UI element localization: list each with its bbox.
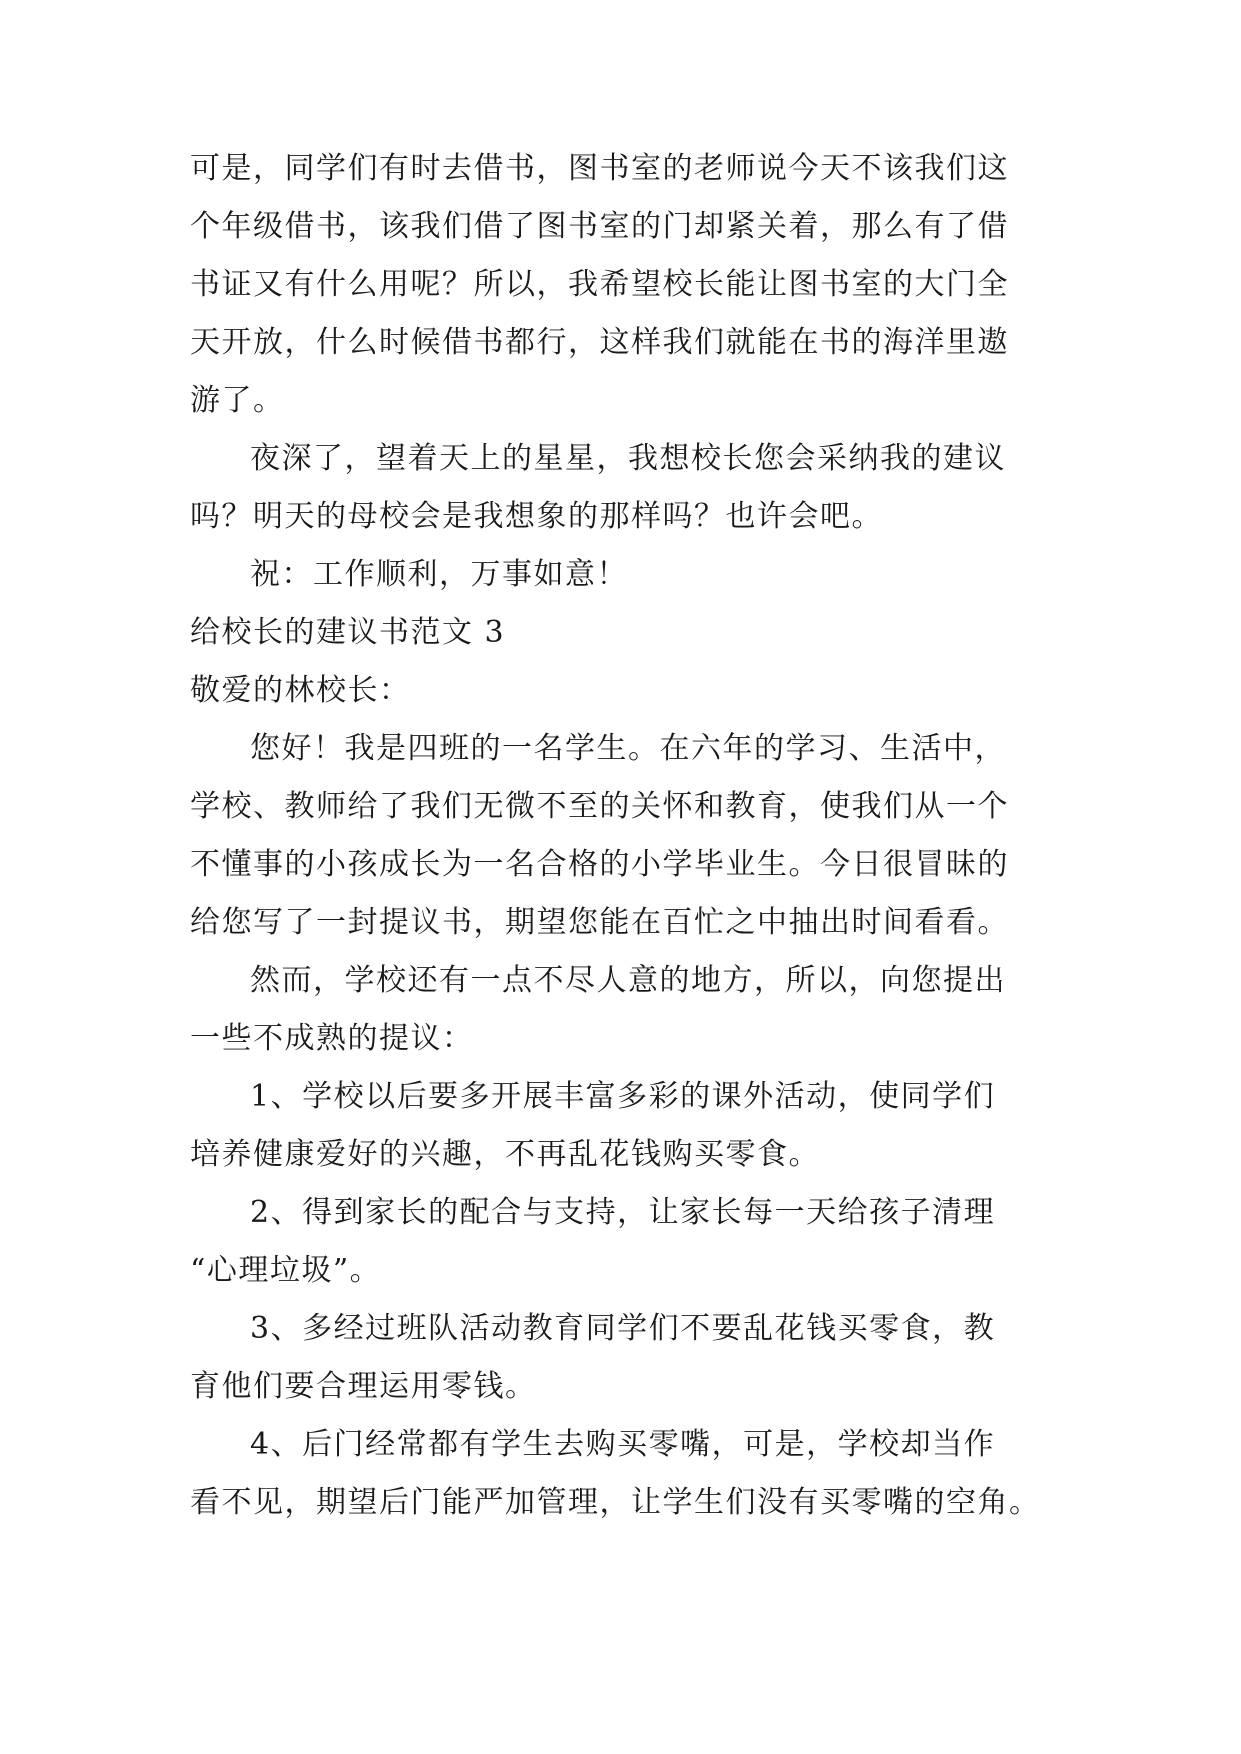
text-line: 看不见，期望后门能严加管理，让学生们没有买零嘴的空角。 xyxy=(190,1485,1041,1520)
text-line: 2、得到家长的配合与支持，让家长每一天给孩子清理 xyxy=(250,1195,996,1230)
text-line: 书证又有什么用呢？所以，我希望校长能让图书室的大门全 xyxy=(190,267,1009,302)
text-line: 学校、教师给了我们无微不至的关怀和教育，使我们从一个 xyxy=(190,789,1009,824)
text-line: 培养健康爱好的兴趣，不再乱花钱购买零食。 xyxy=(190,1137,820,1172)
text-line: 给校长的建议书范文 3 xyxy=(190,615,506,650)
text-line: 敬爱的林校长： xyxy=(190,673,411,708)
text-line: 3、多经过班队活动教育同学们不要乱花钱买零食，教 xyxy=(250,1311,996,1346)
document-body xyxy=(190,140,1050,1532)
text-line: 育他们要合理运用零钱。 xyxy=(190,1369,537,1404)
text-line: 给您写了一封提议书，期望您能在百忙之中抽出时间看看。 xyxy=(190,905,1009,940)
text-line: 一些不成熟的提议： xyxy=(190,1021,474,1056)
text-line: 然而，学校还有一点不尽人意的地方，所以，向您提出 xyxy=(250,963,1006,998)
text-line: 4、后门经常都有学生去购买零嘴，可是，学校却当作 xyxy=(250,1427,996,1462)
text-line: 夜深了，望着天上的星星，我想校长您会采纳我的建议 xyxy=(250,441,1006,476)
text-line: 可是，同学们有时去借书，图书室的老师说今天不该我们这 xyxy=(190,151,1009,186)
text-line: 1、学校以后要多开展丰富多彩的课外活动，使同学们 xyxy=(250,1079,996,1114)
text-line: 不懂事的小孩成长为一名合格的小学毕业生。今日很冒昧的 xyxy=(190,847,1009,882)
text-line: 吗？明天的母校会是我想象的那样吗？也许会吧。 xyxy=(190,499,883,534)
text-line: 游了。 xyxy=(190,383,285,418)
text-line: 您好！我是四班的一名学生。在六年的学习、生活中， xyxy=(250,731,1006,766)
text-line: 个年级借书，该我们借了图书室的门却紧关着，那么有了借 xyxy=(190,209,1009,244)
text-line: 天开放，什么时候借书都行，这样我们就能在书的海洋里遨 xyxy=(190,325,1009,360)
text-line: “心理垃圾”。 xyxy=(190,1253,382,1288)
text-line: 祝：工作顺利，万事如意！ xyxy=(250,557,628,592)
